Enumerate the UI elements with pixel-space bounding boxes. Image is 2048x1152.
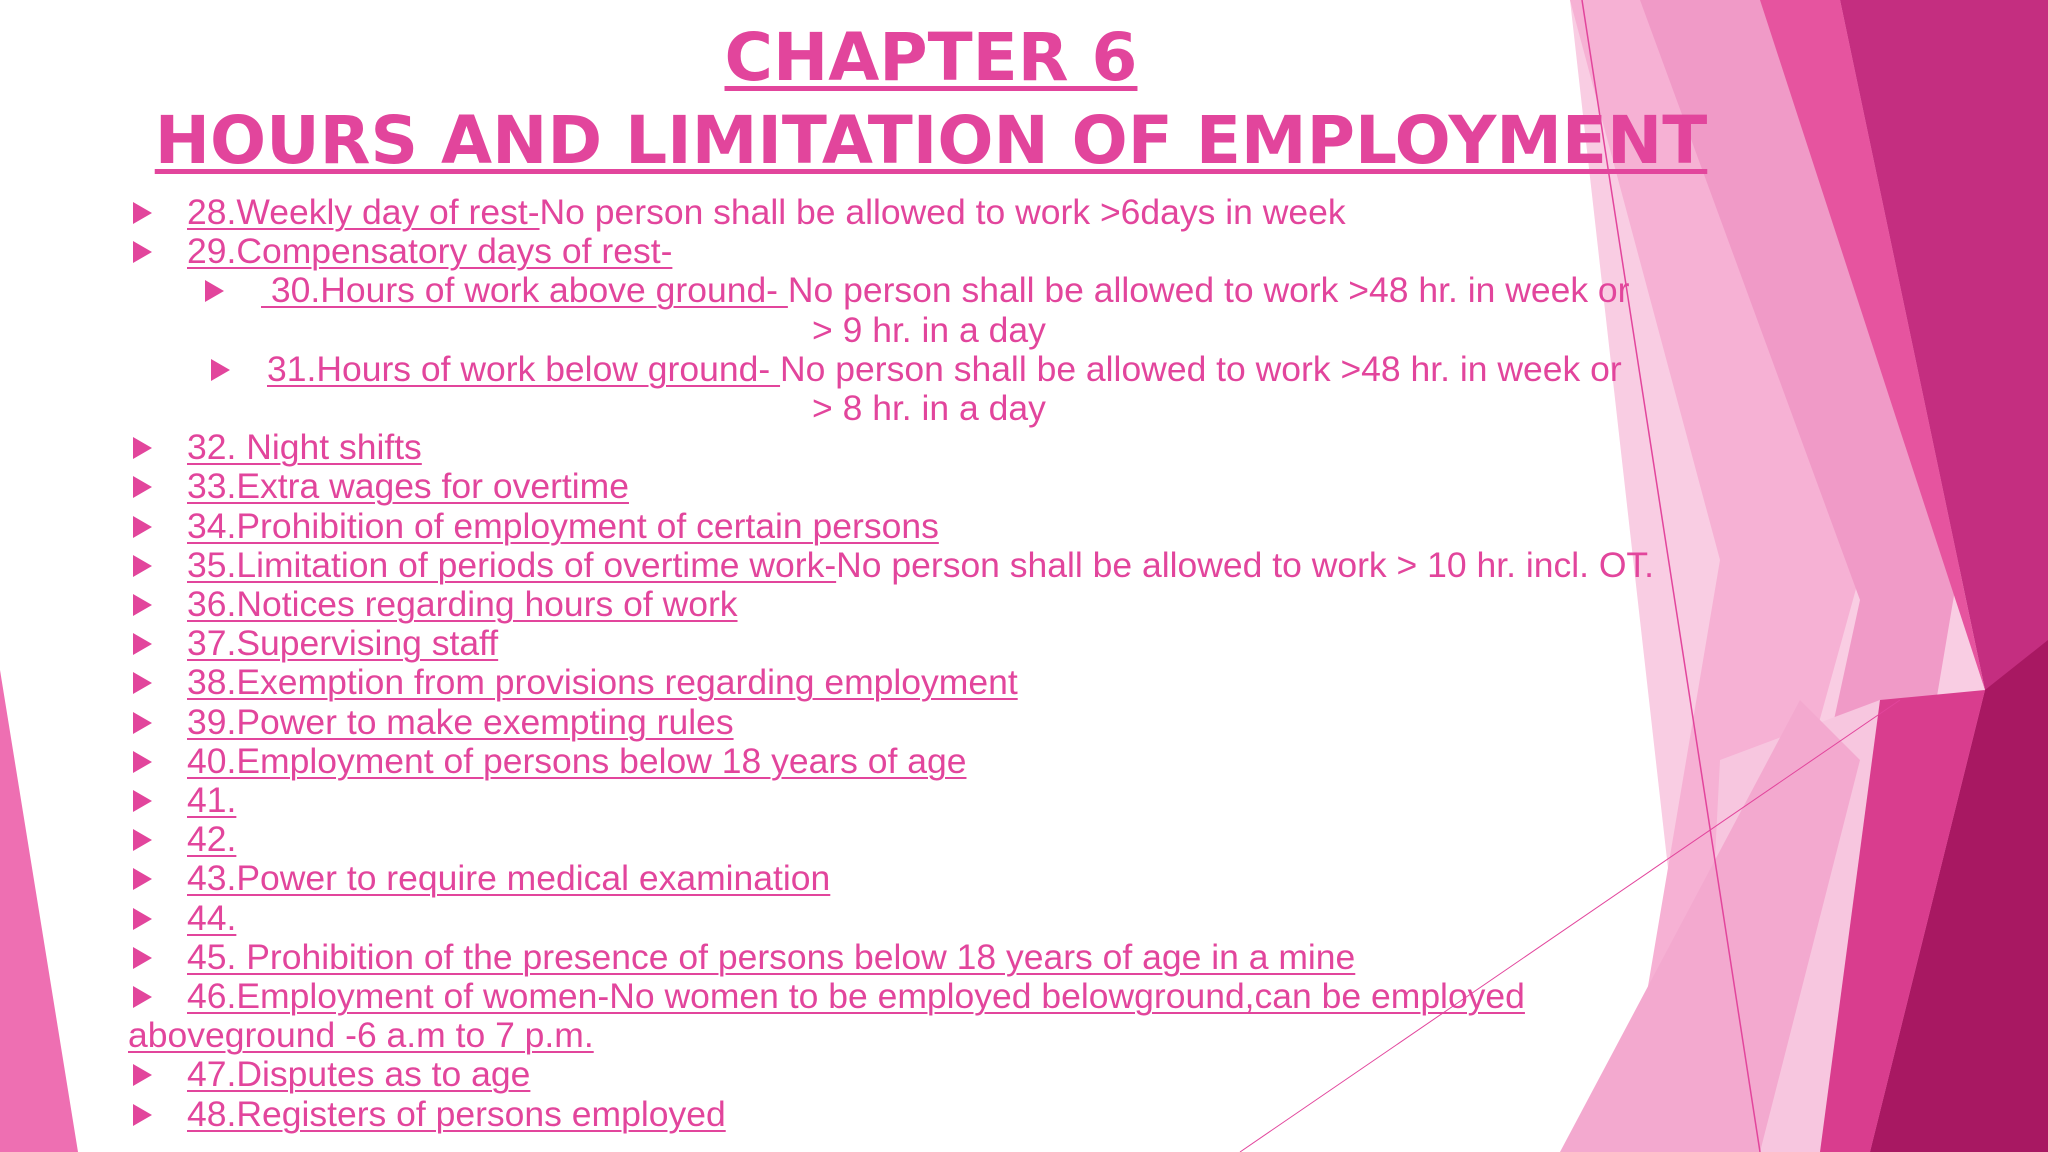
triangle-bullet-icon	[133, 241, 152, 263]
triangle-bullet-icon	[133, 947, 152, 969]
triangle-bullet-icon	[133, 1064, 152, 1086]
list-item-47	[128, 1055, 1728, 1094]
triangle-bullet-icon	[133, 516, 152, 538]
list-item-37	[128, 624, 1728, 663]
triangle-bullet-icon	[133, 633, 152, 655]
triangle-bullet-icon	[133, 908, 152, 930]
triangle-bullet-icon	[133, 829, 152, 851]
list-item-29	[128, 232, 1728, 271]
triangle-bullet-icon	[211, 359, 230, 381]
list-item-48	[128, 1095, 1728, 1134]
section-link-45[interactable]: 45. Prohibition of the presence of persons below 18 years of age in a mine	[187, 936, 1356, 977]
section-link-32[interactable]: 32. Night shifts	[187, 427, 422, 468]
section-link-28[interactable]: 28.Weekly day of rest-	[187, 192, 540, 232]
section-text-31: No person shall be allowed to work >48 hr. in week or	[780, 348, 1622, 389]
section-link-46[interactable]: 46.Employment of women-No women to be employed belowground,can be employed aboveground -6 a.m to 7 p.m.	[128, 976, 1525, 1056]
list-item-28	[128, 193, 1728, 232]
section-link-43[interactable]: 43.Power to require medical examination	[187, 858, 831, 899]
section-link-30[interactable]: 30.Hours of work above ground-	[261, 270, 788, 311]
triangle-bullet-icon	[133, 868, 152, 890]
triangle-bullet-icon	[133, 986, 152, 1008]
triangle-bullet-icon	[133, 790, 152, 812]
triangle-bullet-icon	[133, 712, 152, 734]
section-link-41[interactable]: 41.	[187, 780, 237, 821]
list-item-39	[128, 703, 1728, 742]
section-link-36[interactable]: 36.Notices regarding hours of work	[187, 584, 738, 625]
list-item-46	[128, 977, 1668, 1055]
section-link-40[interactable]: 40.Employment of persons below 18 years of age	[187, 740, 967, 781]
triangle-bullet-icon	[133, 555, 152, 577]
section-link-48[interactable]: 48.Registers of persons employed	[187, 1093, 726, 1134]
triangle-bullet-icon	[133, 594, 152, 616]
section-text-28: No person shall be allowed to work >6days in week	[539, 192, 1346, 232]
list-item-42	[128, 820, 1728, 859]
triangle-bullet-icon	[205, 280, 224, 302]
list-item-31-continuation: > 8 hr. in a day	[812, 388, 1046, 429]
section-link-42[interactable]: 42.	[187, 819, 237, 860]
list-item-44	[128, 899, 1728, 938]
title-line-1: CHAPTER 6	[724, 19, 1138, 96]
section-link-47[interactable]: 47.Disputes as to age	[187, 1054, 531, 1095]
list-item-30	[128, 271, 1728, 310]
list-item-36	[128, 585, 1728, 624]
section-text-35: No person shall be allowed to work > 10 hr. incl. OT.	[836, 544, 1655, 585]
section-link-44[interactable]: 44.	[187, 897, 237, 938]
list-item-40	[128, 742, 1728, 781]
triangle-bullet-icon	[133, 1104, 152, 1126]
list-item-32	[128, 428, 1728, 467]
section-link-34[interactable]: 34.Prohibition of employment of certain persons	[187, 505, 939, 546]
list-item-34	[128, 507, 1728, 546]
section-link-29[interactable]: 29.Compensatory days of rest-	[187, 231, 673, 272]
list-item-43	[128, 859, 1728, 898]
section-link-38[interactable]: 38.Exemption from provisions regarding employment	[187, 662, 1018, 703]
triangle-bullet-icon	[133, 437, 152, 459]
list-item-41	[128, 781, 1728, 820]
list-item-33	[128, 467, 1728, 506]
section-link-33[interactable]: 33.Extra wages for overtime	[187, 466, 629, 507]
section-link-39[interactable]: 39.Power to make exempting rules	[187, 701, 734, 742]
triangle-bullet-icon	[133, 672, 152, 694]
list-item-35	[128, 546, 1728, 585]
section-link-31[interactable]: 31.Hours of work below ground-	[267, 348, 781, 389]
section-link-37[interactable]: 37.Supervising staff	[187, 623, 499, 664]
list-item-31	[128, 350, 1728, 389]
section-link-35[interactable]: 35.Limitation of periods of overtime work-	[187, 544, 837, 585]
triangle-bullet-icon	[133, 202, 152, 224]
section-text-30: No person shall be allowed to work >48 hr. in week or	[787, 270, 1630, 311]
triangle-bullet-icon	[133, 476, 152, 498]
title-line-2: HOURS AND LIMITATION OF EMPLOYMENT	[154, 102, 1708, 179]
slide-title	[0, 16, 1862, 182]
list-item-45	[128, 938, 1728, 977]
section-list	[128, 193, 1728, 1134]
triangle-bullet-icon	[133, 751, 152, 773]
list-item-30-continuation: > 9 hr. in a day	[812, 309, 1046, 350]
list-item-38	[128, 663, 1728, 702]
